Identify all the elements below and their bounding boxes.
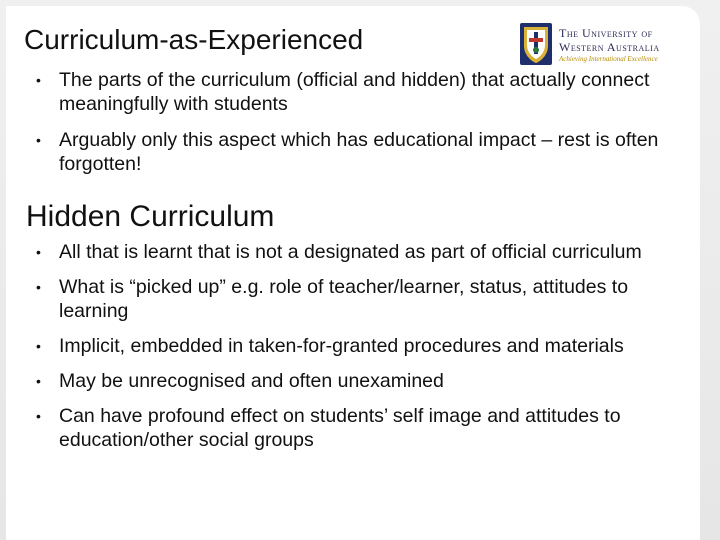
logo-line2: Western Australia — [559, 40, 660, 54]
bullet-icon: • — [36, 72, 41, 88]
bullet-text: Implicit, embedded in taken-for-granted procedures and materials — [59, 335, 624, 357]
bullet-text: What is “picked up” e.g. role of teacher/learner, status, attitudes to learning — [59, 276, 629, 322]
bullet-icon: • — [36, 338, 41, 354]
bullet-icon: • — [36, 244, 41, 260]
bullet-icon: • — [36, 408, 41, 424]
section-heading: Hidden Curriculum — [26, 200, 275, 233]
bullet-icon: • — [36, 132, 41, 148]
bullet-item — [26, 334, 646, 358]
slide-title: Curriculum-as-Experienced — [24, 24, 364, 55]
bullet-item — [26, 240, 646, 264]
bullet-text: Arguably only this aspect which has educational impact – rest is often forgotten! — [59, 129, 659, 175]
bullet-text: All that is learnt that is not a designated as part of official curriculum — [59, 241, 642, 263]
bullet-icon: • — [36, 373, 41, 389]
bullet-icon: • — [36, 279, 41, 295]
bullet-item — [26, 128, 686, 176]
section1-bullet-list — [26, 68, 686, 188]
bullet-item — [26, 369, 646, 393]
bullet-text: May be unrecognised and often unexamined — [59, 370, 444, 392]
section2-bullet-list — [26, 240, 646, 463]
university-logo — [519, 22, 679, 70]
bullet-item — [26, 68, 686, 116]
bullet-item — [26, 275, 646, 323]
bullet-item — [26, 404, 646, 452]
bullet-text: Can have profound effect on students’ self image and attitudes to education/other social groups — [59, 405, 621, 451]
bullet-text: The parts of the curriculum (official and hidden) that actually connect meaningfully with students — [59, 69, 650, 115]
university-crest-icon — [519, 22, 553, 66]
logo-tagline: Achieving International Excellence — [559, 55, 658, 63]
logo-line1: The University of — [559, 26, 653, 40]
